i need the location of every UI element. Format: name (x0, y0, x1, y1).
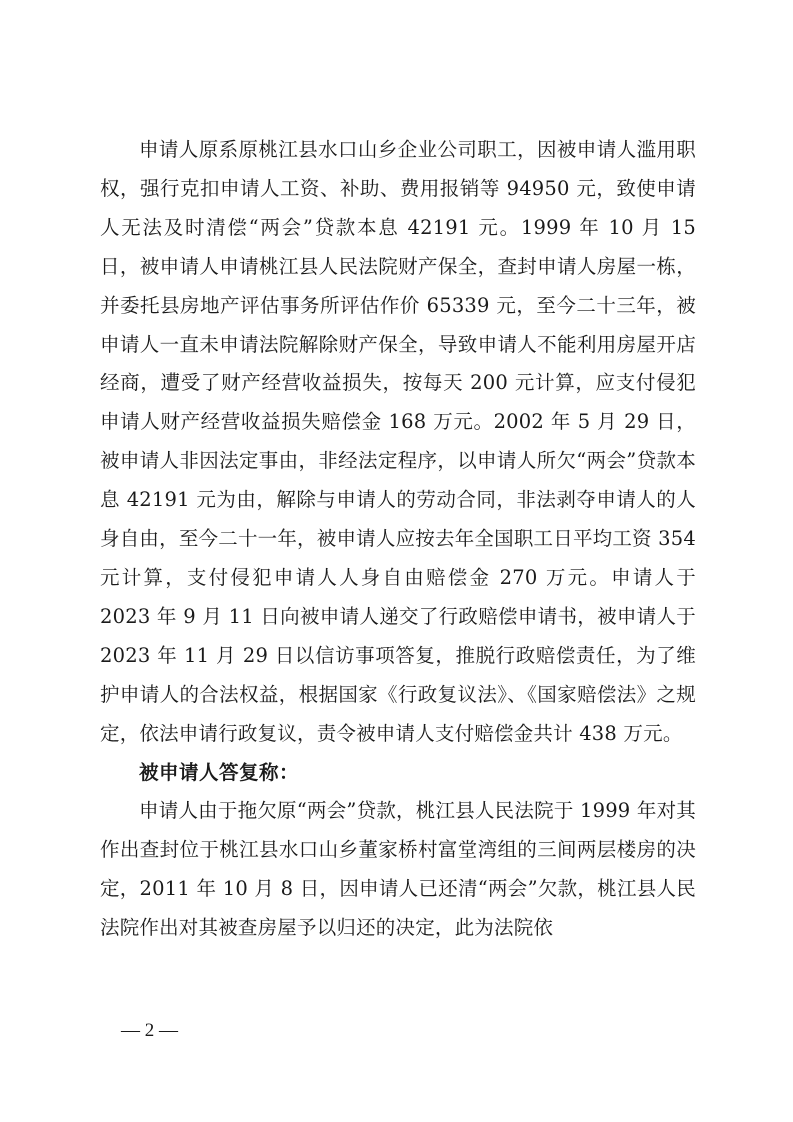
page-number: — 2 — (121, 1020, 178, 1041)
respondent-reply-heading: 被申请人答复称： (139, 760, 300, 784)
respondent-reply-paragraph: 申请人由于拖欠原“两会”贷款，桃江县人民法院于 1999 年对其作出查封位于桃江县水口山乡董家桥村富堂湾组的三间两层楼房的决定，2011 年 10 月 8 日，因申请人已还清“两会”欠款，桃江县人民法院作出对其被查房屋予以归还的决定，此为法院依 (100, 799, 696, 940)
document-body (100, 131, 696, 948)
applicant-claim-paragraph: 申请人原系原桃江县水口山乡企业公司职工，因被申请人滥用职权，强行克扣申请人工资、补助、费用报销等 94950 元，致使申请人无法及时清偿“两会”贷款本息 42191 元。1999 年 10 月 15 日，被申请人申请桃江县人民法院财产保全，查封申请人房屋一栋，并委托县房地产评估事务所评估作价 65339 元，至今二十三年，被申请人一直未申请法院解除财产保全，导致申请人不能利用房屋开店经商，遭受了财产经营收益损失，按每天 200 元计算，应支付侵犯申请人财产经营收益损失赔偿金 168 万元。2002 年 5 月 29 日，被申请人非因法定事由，非经法定程序，以申请人所欠“两会”贷款本息 42191 元为由，解除与申请人的劳动合同，非法剥夺申请人的人身自由，至今二十一年，被申请人应按去年全国职工日平均工资 354 元计算，支付侵犯申请人人身自由赔偿金 270 万元。申请人于 2023 年 9 月 11 日向被申请人递交了行政赔偿申请书，被申请人于 2023 年 11 月 29 日以信访事项答复，推脱行政赔偿责任，为了维护申请人的合法权益，根据国家《行政复议法》、《国家赔偿法》之规定，依法申请行政复议，责令被申请人支付赔偿金共计 438 万元。 (100, 138, 696, 745)
